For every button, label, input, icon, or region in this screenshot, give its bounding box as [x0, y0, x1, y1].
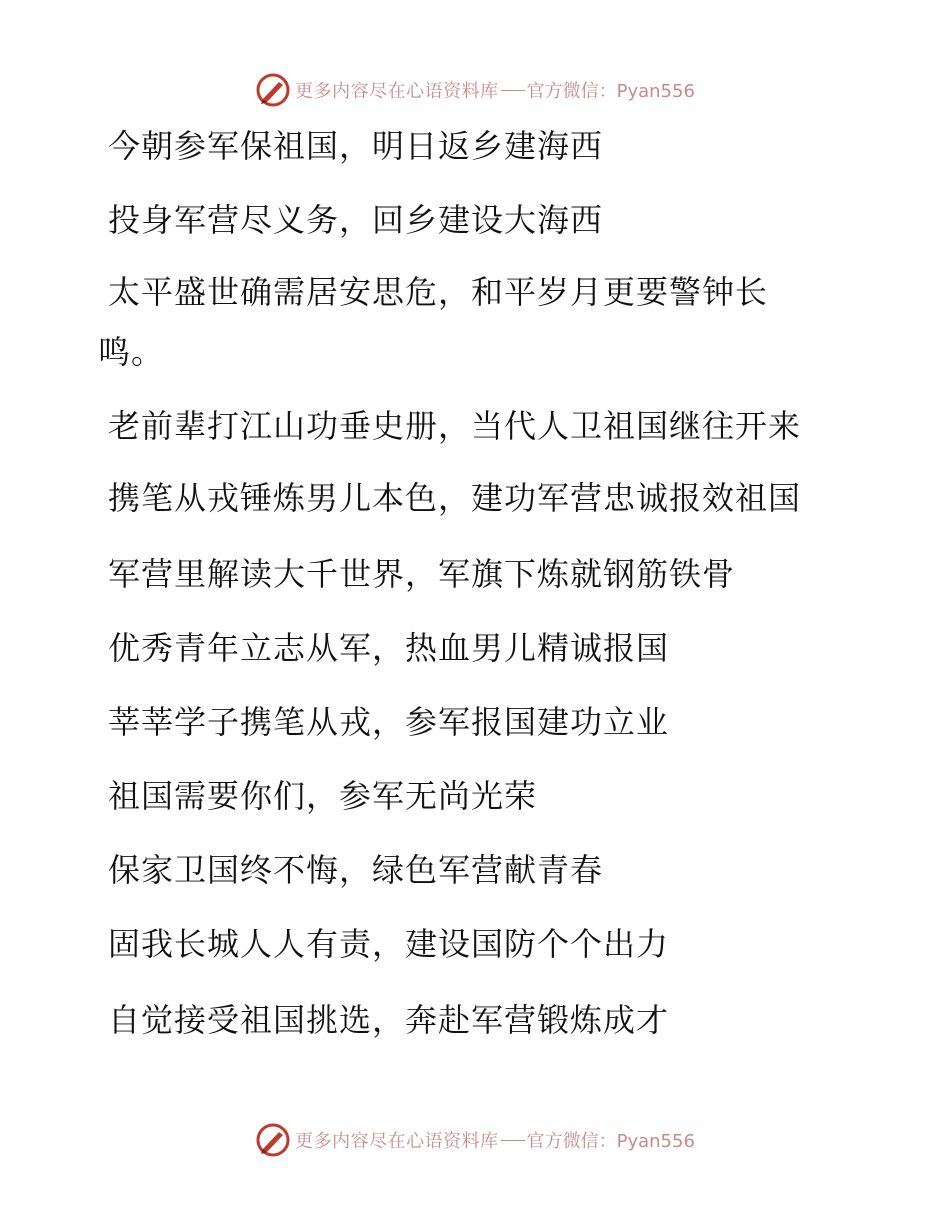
text-line: 自觉接受祖国挑选，奔赴军营锻炼成才 [108, 1001, 670, 1039]
header-dash [501, 90, 525, 91]
footer-dash [501, 1140, 525, 1141]
footer-banner [0, 1120, 950, 1160]
text-line: 祖国需要你们，参军无尚光荣 [108, 777, 538, 815]
header-wechat: 官方微信：Pyan556 [526, 81, 695, 102]
text-line: 固我长城人人有责，建设国防个个出力 [108, 925, 670, 963]
text-line: 保家卫国终不悔，绿色军营献青春 [108, 851, 604, 889]
text-line: 军营里解读大千世界，军旗下炼就钢筋铁骨 [108, 555, 736, 593]
text-line: 莘莘学子携笔从戎，参军报国建功立业 [108, 703, 670, 741]
text-line-continuation: 鸣。 [98, 333, 165, 371]
pen-logo-icon [255, 1122, 291, 1158]
text-line: 老前辈打江山功垂史册，当代人卫祖国继往开来 [108, 407, 802, 445]
text-line: 今朝参军保祖国，明日返乡建海西 [108, 127, 604, 165]
text-line: 携笔从戎锤炼男儿本色，建功军营忠诚报效祖国 [108, 479, 802, 517]
text-line: 优秀青年立志从军，热血男儿精诚报国 [108, 629, 670, 667]
pen-logo-icon [255, 72, 291, 108]
footer-wechat: 官方微信：Pyan556 [526, 1131, 695, 1152]
text-line: 太平盛世确需居安思危，和平岁月更要警钟长 [108, 273, 769, 311]
header-banner-text: 更多内容尽在心语资料库 [295, 81, 499, 102]
text-line: 投身军营尽义务，回乡建设大海西 [108, 201, 604, 239]
footer-banner-text: 更多内容尽在心语资料库 [295, 1131, 499, 1152]
header-banner [0, 70, 950, 110]
